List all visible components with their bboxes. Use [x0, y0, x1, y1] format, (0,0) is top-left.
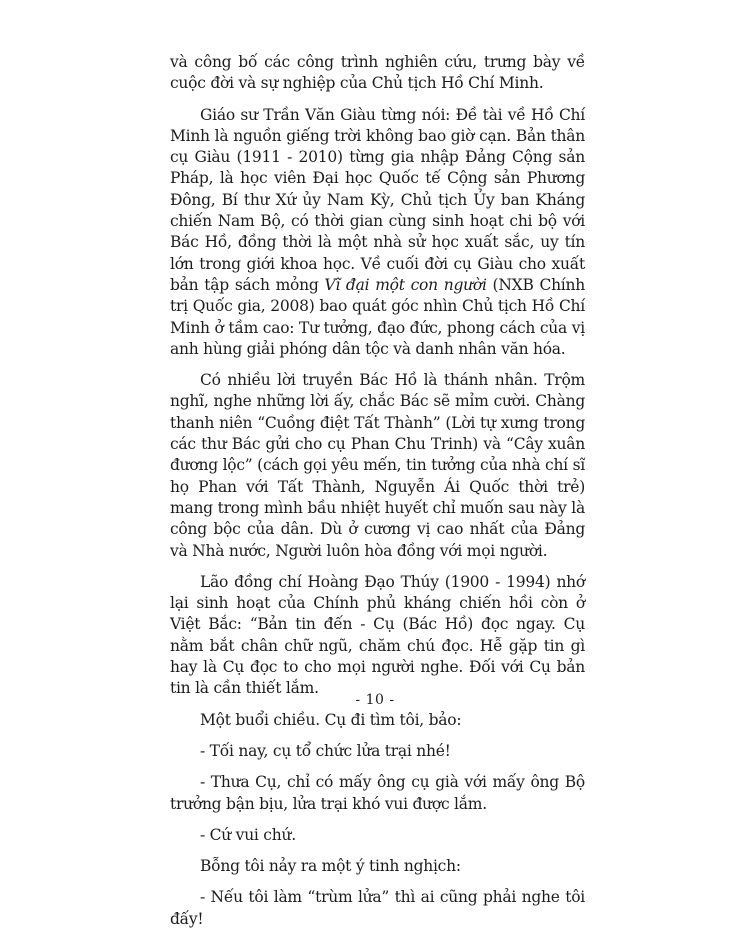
- paragraph-4: [170, 572, 585, 700]
- dialogue-line-1-text: - Tối nay, cụ tổ chức lửa trại nhé!: [200, 741, 451, 760]
- dialogue-line-4-text: - Nếu tôi làm “trùm lửa” thì ai cũng phải nghe tôi đấy!: [170, 888, 585, 928]
- paragraph-6-text: Bỗng tôi nảy ra một ý tinh nghịch:: [200, 857, 461, 876]
- paragraph-4-text: Lão đồng chí Hoàng Đạo Thúy (1900 - 1994) nhớ lại sinh hoạt của Chính phủ kháng chiến hồi còn ở Việt Bắc: “Bản tin đến - Cụ (Bác Hồ) đọc ngay. Cụ nằm bắt chân chữ ngũ, chăm chú đọc. Hễ gặp tin gì hay là Cụ đọc to cho mọi người nghe. Đối với Cụ bản tin là cần thiết lắm.: [170, 572, 585, 698]
- dialogue-line-3-text: - Cứ vui chứ.: [200, 825, 296, 844]
- paragraph-3-text: Có nhiều lời truyền Bác Hồ là thánh nhân. Trộm nghĩ, nghe những lời ấy, chắc Bác sẽ mỉm cười. Chàng thanh niên “Cuồng điệt Tất Thành” (Lời tự xưng trong các thư Bác gửi cho cụ Phan Chu Trinh) và “Cây xuân đương lộc” (cách gọi yêu mến, tin tưởng của nhà chí sĩ họ Phan với Tất Thành, Nguyễn Ái Quốc thời trẻ) mang trong mình bầu nhiệt huyết chỉ muốn sau này là công bộc của dân. Dù ở cương vị cao nhất của Đảng và Nhà nước, Người luôn hòa đồng với mọi người.: [170, 371, 585, 560]
- paragraph-3: [170, 370, 585, 562]
- dialogue-line-3: [170, 825, 585, 846]
- paragraph-6: [170, 856, 585, 877]
- paragraph-2: [170, 105, 585, 361]
- page-number: - 10 -: [355, 692, 395, 708]
- paragraph-2-text-cont: (NXB Chính trị Quốc gia, 2008) bao quát góc nhìn Chủ tịch Hồ Chí Minh ở tầm cao: Tư tưởng, đạo đức, phong cách của vị anh hùng giải phóng dân tộc và danh nhân văn hóa.: [170, 275, 585, 358]
- dialogue-line-2: [170, 772, 585, 815]
- paragraph-2-text: Giáo sư Trần Văn Giàu từng nói: Đề tài về Hồ Chí Minh là nguồn giếng trời không bao giờ cạn. Bản thân cụ Giàu (1911 - 2010) từng gia nhập Đảng Cộng sản Pháp, là học viên Đại học Quốc tế Cộng sản Phương Đông, Bí thư Xứ ủy Nam Kỳ, Chủ tịch Ủy ban Kháng chiến Nam Bộ, có thời gian cùng sinh hoạt chi bộ với Bác Hồ, đồng thời là một nhà sử học xuất sắc, uy tín lớn trong giới khoa học. Về cuối đời cụ Giàu cho xuất bản tập sách mỏng: [170, 105, 585, 294]
- paragraph-5: [170, 710, 585, 731]
- book-title-italic: Vĩ đại một con người: [324, 275, 487, 294]
- paragraph-1: [170, 52, 585, 95]
- paragraph-5-text: Một buổi chiều. Cụ đi tìm tôi, bảo:: [200, 710, 462, 729]
- dialogue-line-1: [170, 741, 585, 762]
- dialogue-line-4: [170, 887, 585, 930]
- body-text: [170, 52, 585, 940]
- dialogue-line-2-text: - Thưa Cụ, chỉ có mấy ông cụ già với mấy ông Bộ trưởng bận bịu, lửa trại khó vui được lắm.: [170, 773, 585, 813]
- paragraph-1-text: và công bố các công trình nghiên cứu, trưng bày về cuộc đời và sự nghiệp của Chủ tịch Hồ Chí Minh.: [170, 53, 585, 93]
